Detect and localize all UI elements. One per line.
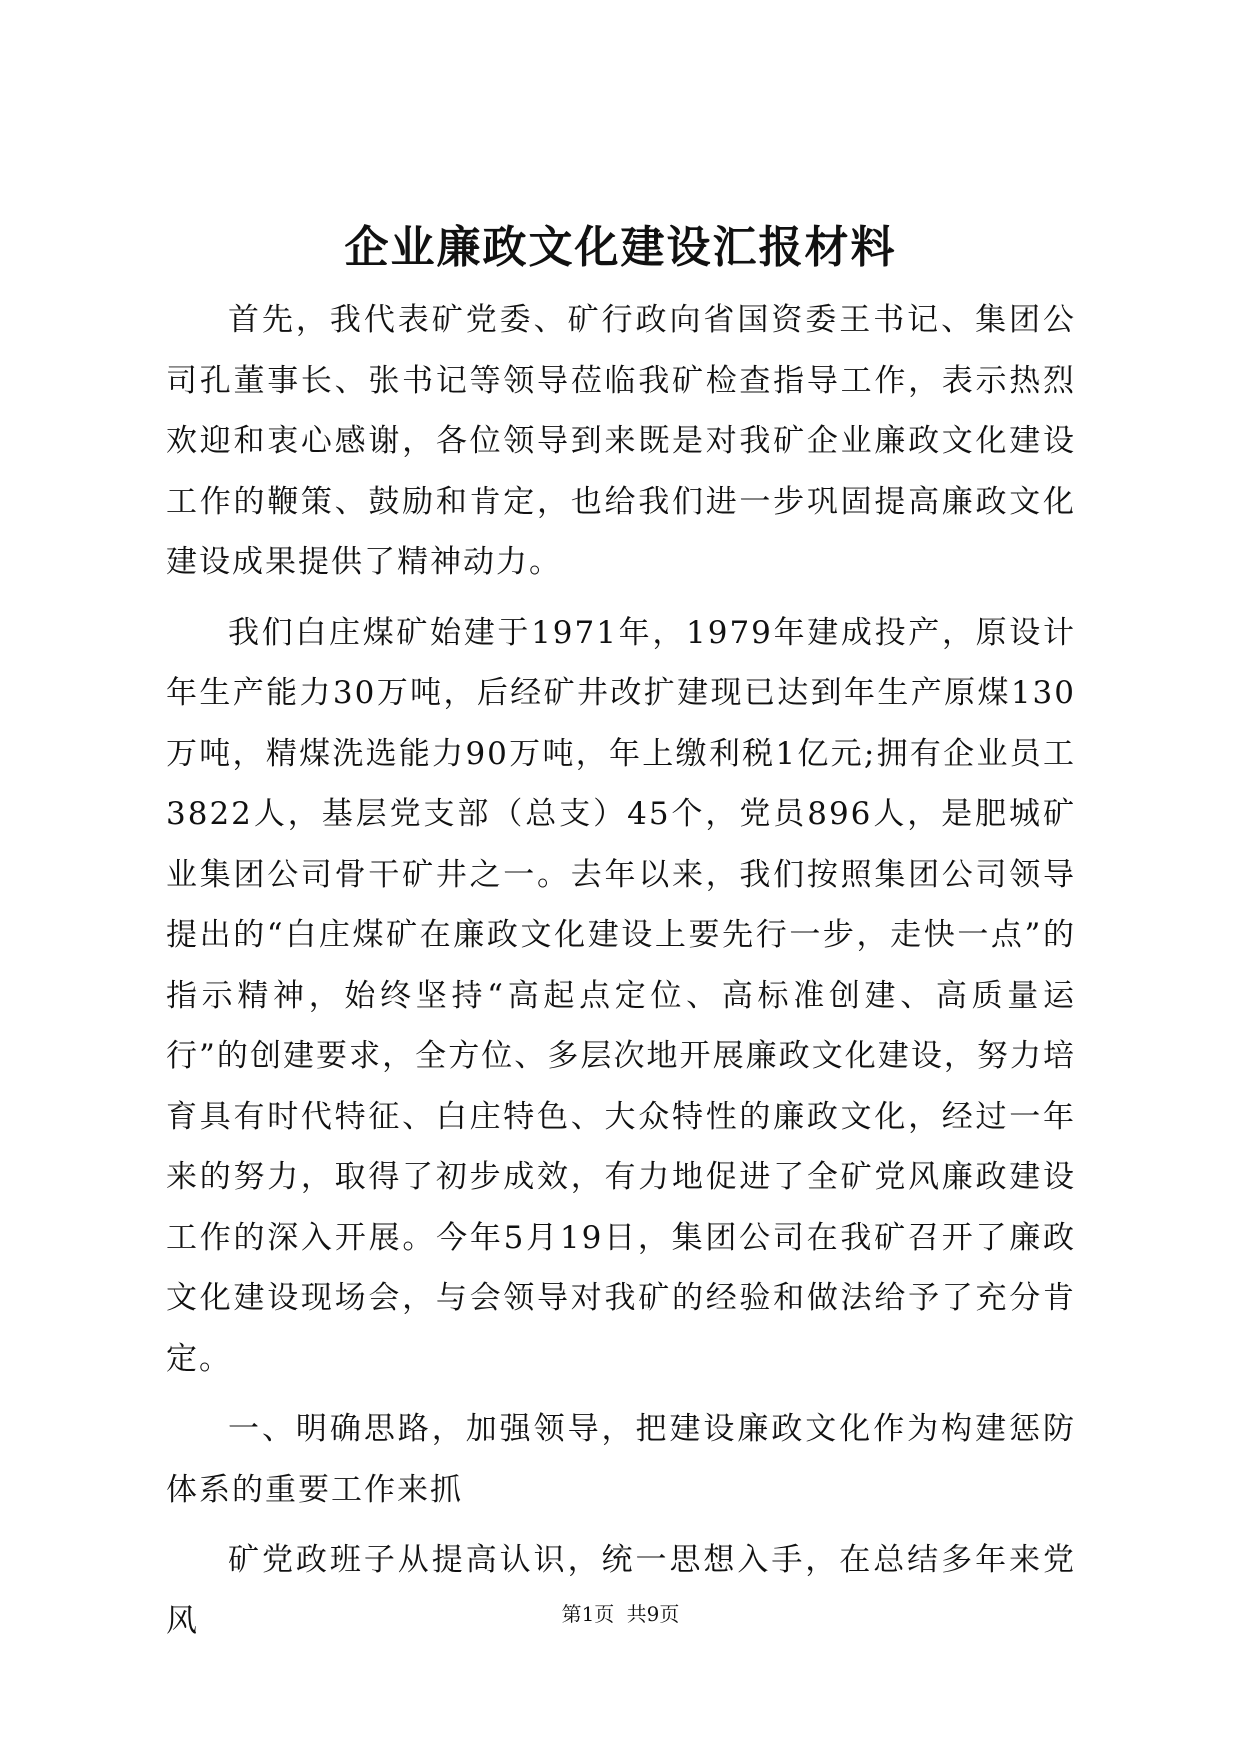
document-body xyxy=(166,290,1076,1651)
paragraph-intro: 首先，我代表矿党委、矿行政向省国资委王书记、集团公司孔董事长、张书记等领导莅临我矿检查指导工作，表示热烈欢迎和衷心感谢，各位领导到来既是对我矿企业廉政文化建设工作的鞭策、鼓励和肯定，也给我们进一步巩固提高廉政文化建设成果提供了精神动力。 xyxy=(166,302,1076,580)
page-total: 共9页 xyxy=(626,1602,680,1626)
paragraph-background: 我们白庄煤矿始建于1971年，1979年建成投产，原设计年生产能力30万吨，后经矿井改扩建现已达到年生产原煤130万吨，精煤洗选能力90万吨，年上缴利税1亿元;拥有企业员工3822人，基层党支部（总支）45个，党员896人，是肥城矿业集团公司骨干矿井之一。去年以来，我们按照集团公司领导提出的“白庄煤矿在廉政文化建设上要先行一步，走快一点”的指示精神，始终坚持“高起点定位、高标准创建、高质量运行”的创建要求，全方位、多层次地开展廉政文化建设，努力培育具有时代特征、白庄特色、大众特性的廉政文化，经过一年来的努力，取得了初步成效，有力地促进了全矿党风廉政建设工作的深入开展。今年5月19日，集团公司在我矿召开了廉政文化建设现场会，与会领导对我矿的经验和做法给予了充分肯定。 xyxy=(166,614,1076,1377)
paragraph-section-1: 矿党政班子从提高认识，统一思想入手，在总结多年来党风 xyxy=(166,1542,1076,1639)
section-heading-1: 一、明确思路，加强领导，把建设廉政文化作为构建惩防体系的重要工作来抓 xyxy=(166,1411,1076,1508)
page-number: 第1页 xyxy=(561,1602,615,1626)
document-title: 企业廉政文化建设汇报材料 xyxy=(344,222,897,273)
page-footer xyxy=(0,1600,1241,1628)
